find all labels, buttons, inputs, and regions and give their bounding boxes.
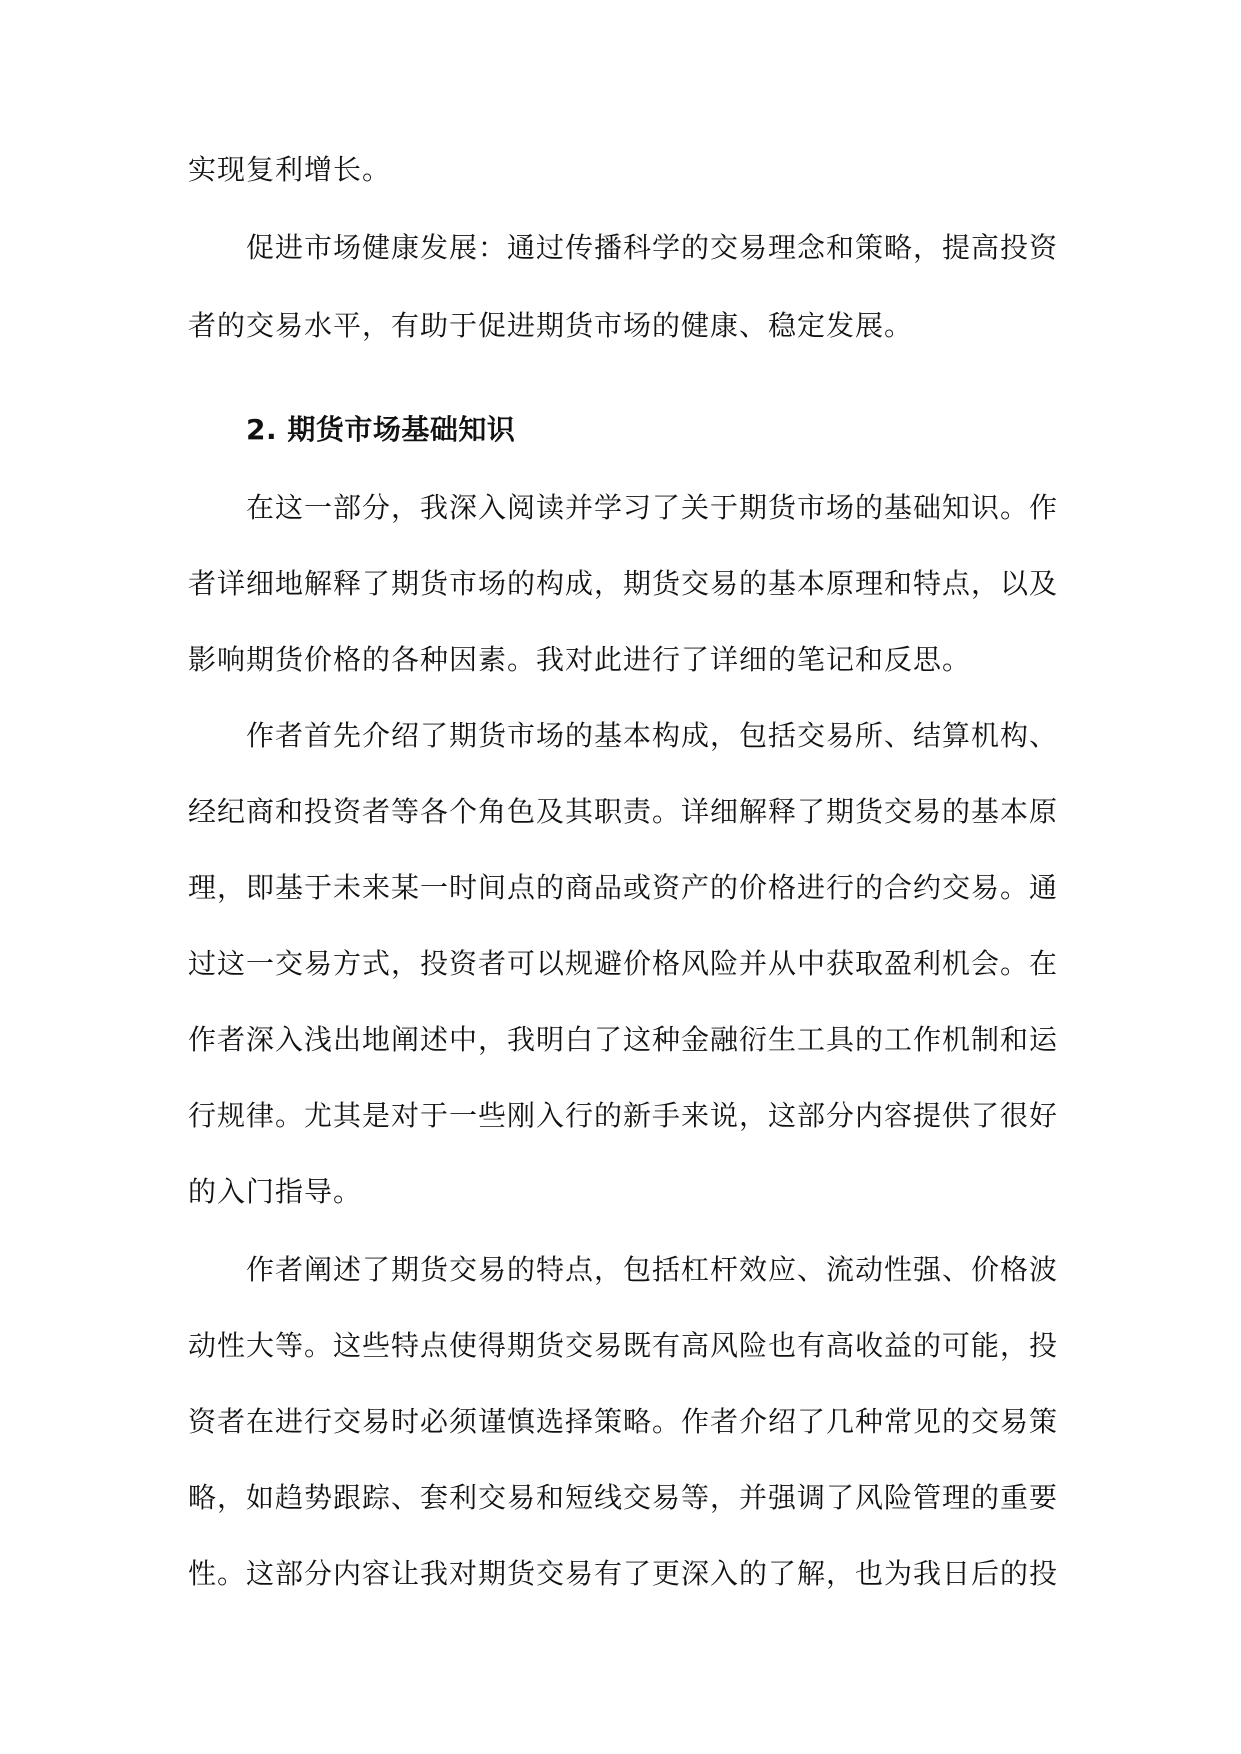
text-line: 动性大等。这些特点使得期货交易既有高风险也有高收益的可能，投	[188, 1329, 1059, 1362]
text-line: 理，即基于未来某一时间点的商品或资产的价格进行的合约交易。通	[188, 871, 1059, 904]
text-line: 过这一交易方式，投资者可以规避价格风险并从中获取盈利机会。在	[188, 947, 1059, 980]
text-line: 者的交易水平，有助于促进期货市场的健康、稳定发展。	[188, 309, 914, 342]
text-line: 经纪商和投资者等各个角色及其职责。详细解释了期货交易的基本原	[188, 795, 1059, 828]
text-line: 的入门指导。	[188, 1175, 363, 1208]
text-line: 影响期货价格的各种因素。我对此进行了详细的笔记和反思。	[188, 643, 972, 676]
text-line: 略，如趋势跟踪、套利交易和短线交易等，并强调了风险管理的重要	[188, 1481, 1059, 1514]
text-line: 者详细地解释了期货市场的构成，期货交易的基本原理和特点，以及	[188, 567, 1059, 600]
paragraph-line: 在这一部分，我深入阅读并学习了关于期货市场的基础知识。作	[246, 491, 1059, 524]
text-line: 作者深入浅出地阐述中，我明白了这种金融衍生工具的工作机制和运	[188, 1023, 1059, 1056]
paragraph-line: 作者阐述了期货交易的特点，包括杠杆效应、流动性强、价格波	[246, 1253, 1059, 1286]
paragraph-line: 促进市场健康发展：通过传播科学的交易理念和策略，提高投资	[246, 231, 1059, 264]
text-line: 实现复利增长。	[188, 153, 392, 186]
text-line: 资者在进行交易时必须谨慎选择策略。作者介绍了几种常见的交易策	[188, 1405, 1059, 1438]
text-line: 行规律。尤其是对于一些刚入行的新手来说，这部分内容提供了很好	[188, 1099, 1059, 1132]
section-heading: 2. 期货市场基础知识	[246, 413, 516, 446]
paragraph-line: 作者首先介绍了期货市场的基本构成，包括交易所、结算机构、	[246, 719, 1059, 752]
text-line: 性。这部分内容让我对期货交易有了更深入的了解，也为我日后的投	[188, 1557, 1059, 1590]
